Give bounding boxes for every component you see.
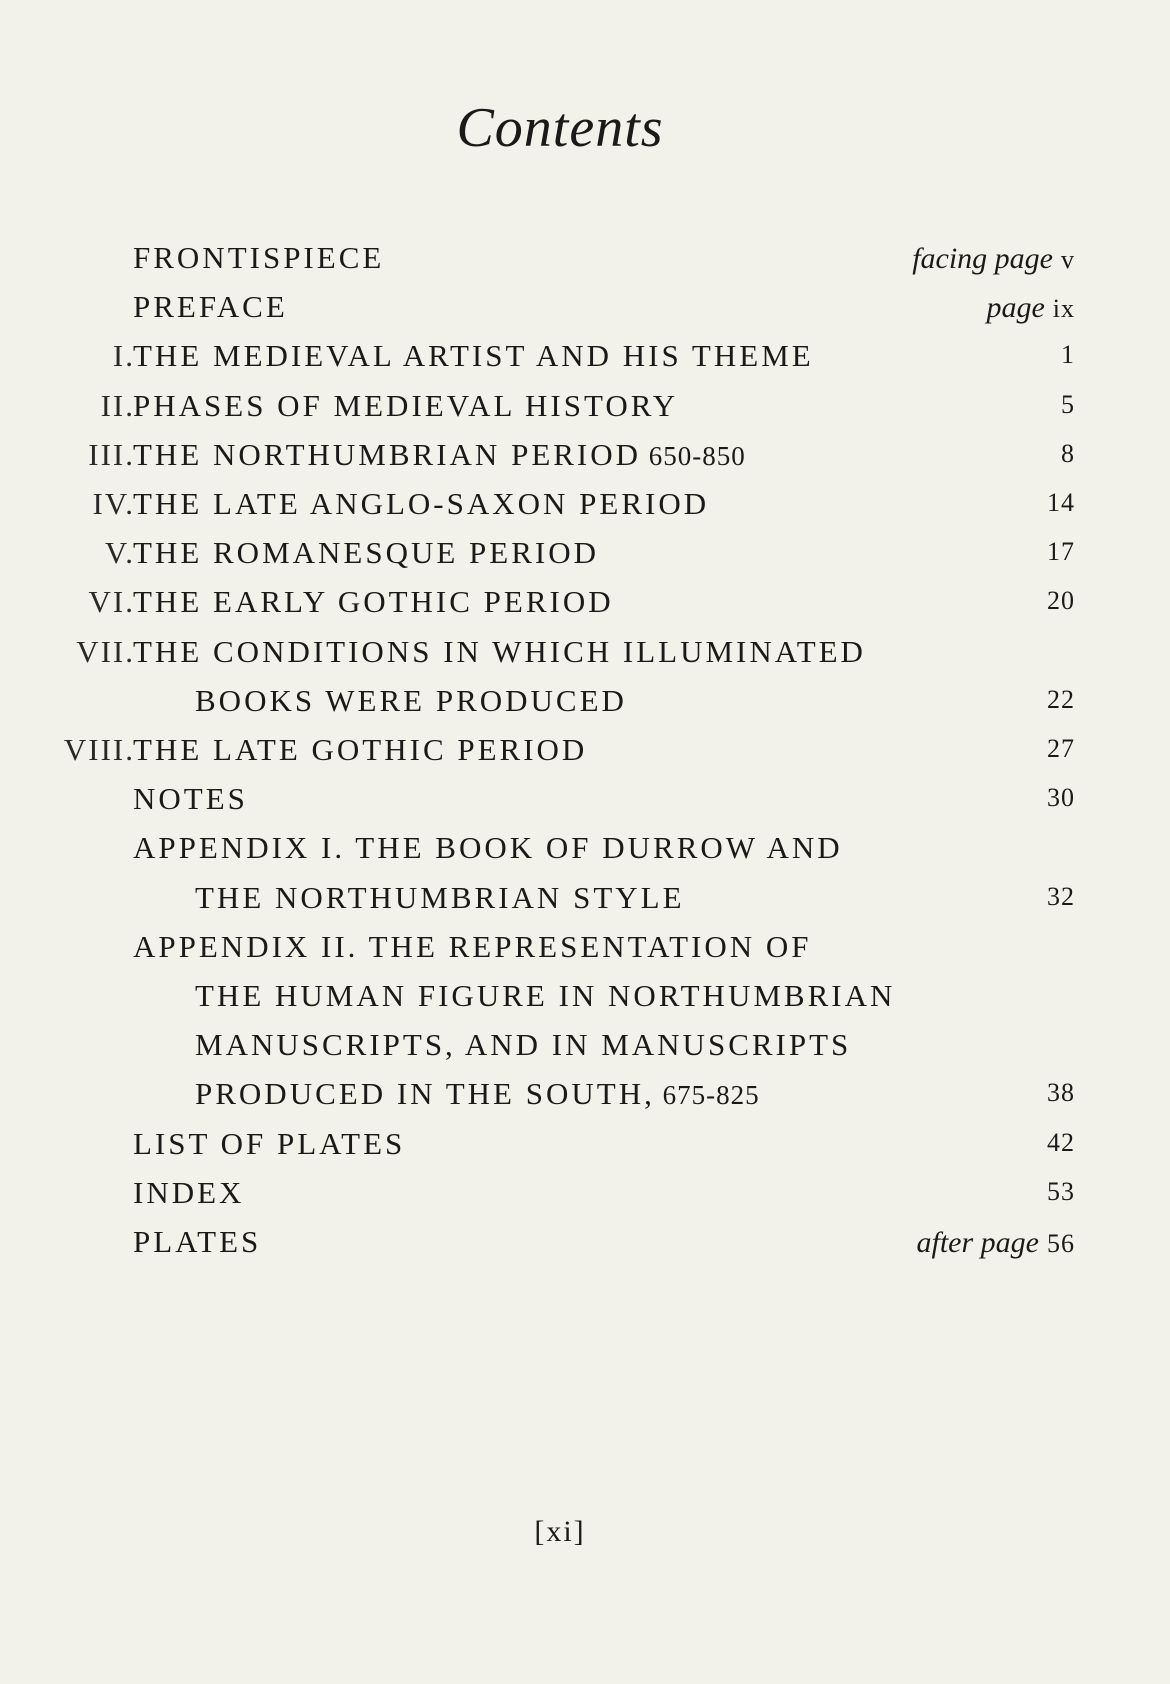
page-reference <box>1061 340 1075 370</box>
entry-title-line <box>195 1027 851 1063</box>
chapter-number: VI. <box>88 584 135 620</box>
entry-title-text: THE MEDIEVAL ARTIST AND HIS THEME <box>133 338 814 374</box>
entry-title-text: THE LATE GOTHIC PERIOD <box>133 732 588 767</box>
entry-title-text: THE NORTHUMBRIAN PERIOD <box>133 436 642 472</box>
chapter-number: IV. <box>92 486 135 521</box>
page-reference <box>1061 439 1075 469</box>
chapter-number: VII. <box>76 633 135 669</box>
chapter-number: III. <box>88 436 135 472</box>
entry-title-text: THE LATE ANGLO-SAXON PERIOD <box>133 486 710 521</box>
entry-title-text: THE CONDITIONS IN WHICH ILLUMINATED <box>133 633 866 669</box>
entry-title-text: APPENDIX I. THE BOOK OF DURROW AND <box>133 830 843 866</box>
date-range: 650-850 <box>641 440 746 471</box>
page-reference <box>986 291 1075 325</box>
page-reference <box>917 1226 1075 1260</box>
entry-title-line <box>133 1224 261 1260</box>
entry-title-line <box>133 486 709 522</box>
page-prefix: after page <box>916 1226 1039 1259</box>
entry-title-text: THE NORTHUMBRIAN STYLE <box>195 879 685 915</box>
page-number: 53 <box>1047 1176 1075 1206</box>
page-prefix: facing page <box>912 242 1053 275</box>
page-number: 27 <box>1047 734 1075 763</box>
page-number: 22 <box>1047 684 1075 714</box>
entry-title-text: THE ROMANESQUE PERIOD <box>133 535 599 571</box>
entry-title-line <box>133 437 746 473</box>
page-reference <box>1047 586 1075 616</box>
entry-title-line <box>133 830 843 866</box>
chapter-number: VIII. <box>63 732 135 767</box>
page-reference <box>1047 1177 1075 1207</box>
entry-title-text: PHASES OF MEDIEVAL HISTORY <box>133 387 679 423</box>
page-number: 14 <box>1047 488 1075 517</box>
page-reference <box>1047 1078 1075 1108</box>
entry-title-text: MANUSCRIPTS, AND IN MANUSCRIPTS <box>195 1027 852 1063</box>
entry-title-line <box>133 338 814 374</box>
page-title: Contents <box>456 97 664 159</box>
page-reference <box>912 242 1075 276</box>
page-number: 38 <box>1047 1078 1075 1108</box>
entry-title-text: INDEX <box>133 1174 245 1210</box>
page-number-footer: [xi] <box>534 1515 586 1548</box>
page-prefix: page <box>986 291 1045 325</box>
entry-title-line <box>195 880 685 916</box>
entry-title-text: BOOKS WERE PRODUCED <box>195 682 627 718</box>
page-number: 56 <box>1047 1229 1075 1258</box>
page-number: 42 <box>1047 1127 1075 1157</box>
page-number: 5 <box>1061 389 1075 419</box>
entry-title-line <box>133 781 248 817</box>
page-reference <box>1061 390 1075 420</box>
page-reference <box>1047 1128 1075 1158</box>
page-number: 32 <box>1047 881 1075 911</box>
entry-title-line <box>195 978 895 1014</box>
entry-title-text: APPENDIX II. THE REPRESENTATION OF <box>133 928 812 964</box>
entry-title-line <box>133 240 384 276</box>
page-number: 30 <box>1047 783 1075 813</box>
entry-title-line <box>195 683 627 719</box>
page-reference <box>1047 488 1075 518</box>
entry-title-line <box>133 1126 405 1162</box>
page-reference <box>1047 685 1075 715</box>
date-range: 675-825 <box>654 1080 760 1111</box>
entry-title-text: PLATES <box>133 1224 262 1259</box>
entry-title-line <box>133 584 614 620</box>
page-reference <box>1047 882 1075 912</box>
entry-title-text: NOTES <box>133 781 248 817</box>
entry-title-line <box>133 388 678 424</box>
page-number: 8 <box>1061 438 1075 468</box>
page-reference <box>1047 537 1075 567</box>
entry-title-line <box>195 1076 760 1112</box>
entry-title-text: PREFACE <box>133 289 288 325</box>
page-number: 17 <box>1047 537 1075 567</box>
entry-title-line <box>133 732 587 768</box>
entry-title-text: FRONTISPIECE <box>133 240 385 275</box>
entry-title-text: PRODUCED IN THE SOUTH, <box>195 1076 655 1112</box>
chapter-number: II. <box>100 387 135 423</box>
page-number: 1 <box>1061 340 1075 370</box>
page-number: v <box>1061 245 1075 274</box>
chapter-number: V. <box>104 535 135 571</box>
page-number: ix <box>1052 294 1075 324</box>
page-number: 20 <box>1047 586 1075 616</box>
entry-title-line <box>133 1175 244 1211</box>
entry-title-text: LIST OF PLATES <box>133 1125 406 1161</box>
page-reference <box>1047 783 1075 813</box>
entry-title-line <box>133 634 866 670</box>
entry-title-text: THE HUMAN FIGURE IN NORTHUMBRIAN <box>195 978 896 1013</box>
page-reference <box>1047 734 1075 764</box>
entry-title-line <box>133 289 288 325</box>
entry-title-text: THE EARLY GOTHIC PERIOD <box>133 584 614 620</box>
chapter-number: I. <box>112 338 135 374</box>
entry-title-line <box>133 929 811 965</box>
entry-title-line <box>133 535 599 571</box>
